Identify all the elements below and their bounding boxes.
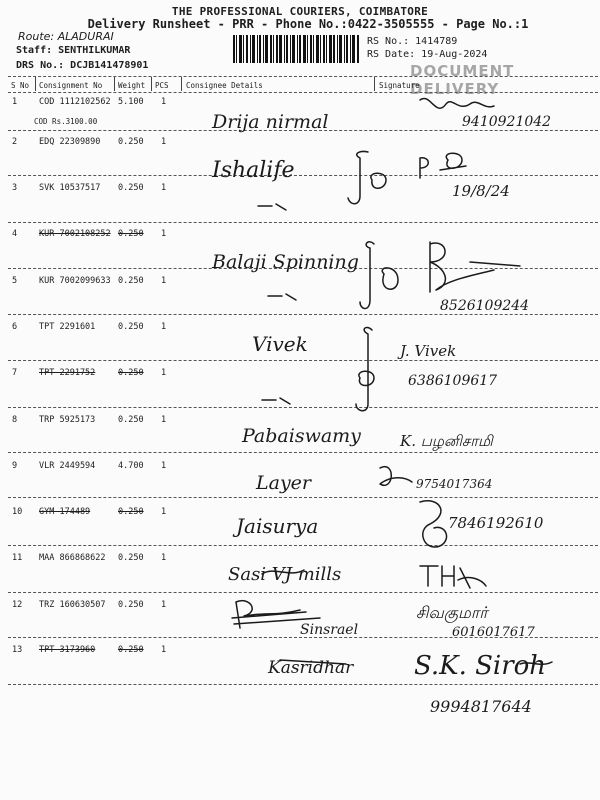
signature-scribble (360, 242, 374, 309)
row-pcs: 1 (161, 183, 167, 193)
row-weight: 0.250 (118, 183, 144, 193)
row-consignment: COD 1112102562 (39, 97, 111, 107)
row-sno: 12 (12, 600, 23, 610)
row-sno: 9 (12, 461, 18, 471)
signature-scribble (420, 98, 494, 108)
row-pcs: 1 (161, 553, 167, 563)
row-divider (8, 684, 598, 685)
row-sno: 11 (12, 553, 23, 563)
row-consignment: TPT 2291601 (39, 322, 96, 332)
row-pcs: 1 (161, 97, 167, 107)
row-pcs: 1 (161, 645, 167, 655)
row-sno: 7 (12, 368, 18, 378)
row-divider (8, 407, 598, 408)
row-sno: 8 (12, 415, 18, 425)
row-divider (8, 637, 598, 638)
signature-scribble (348, 151, 368, 203)
handwritten-consignee: Jaisurya (236, 514, 319, 538)
row-divider (8, 360, 598, 361)
row-pcs: 1 (161, 322, 167, 332)
signature-scribble (382, 268, 398, 289)
header-bottom-rule (8, 92, 598, 93)
drs-number: DRS No.: DCJB141478901 (16, 60, 149, 71)
handwritten-consignee: Kasridhar (268, 658, 354, 678)
handwritten-consignee: Layer (256, 472, 312, 494)
col-consignment: Consignment No (39, 81, 103, 90)
cod-amount: COD Rs.3100.00 (34, 117, 98, 126)
handwritten-phone: 9410921042 (462, 114, 552, 130)
row-divider (8, 497, 598, 498)
handwritten-phone: 8526109244 (440, 298, 530, 314)
strike-scribble (280, 660, 346, 664)
row-divider (8, 268, 598, 269)
row-consignment: SVK 10537517 (39, 183, 101, 193)
document-delivery-stamp: DOCUMENT DELIVERY (410, 62, 515, 98)
handwritten-signature: J. Vivek (400, 342, 457, 360)
signature-scribble (420, 566, 486, 588)
ditto-mark (268, 294, 296, 300)
signature-scribble (380, 467, 412, 486)
row-sno: 5 (12, 276, 18, 286)
rs-number: RS No.: 1414789 (367, 36, 458, 47)
col-divider (114, 77, 115, 91)
row-sno: 6 (12, 322, 18, 332)
handwritten-date: 19/8/24 (452, 182, 510, 200)
row-weight: 0.250 (118, 322, 144, 332)
row-pcs: 1 (161, 229, 167, 239)
col-divider (35, 77, 36, 91)
handwritten-consignee: Sinsrael (300, 622, 359, 638)
row-consignment: TPT 3173960 (39, 645, 96, 655)
col-divider (181, 77, 182, 91)
route-label: Route: ALADURAI (18, 30, 114, 43)
row-pcs: 1 (161, 276, 167, 286)
row-weight: 0.250 (118, 553, 144, 563)
header-top-rule (8, 76, 598, 77)
signature-scribble (520, 662, 552, 664)
col-sno: S No (11, 81, 30, 90)
row-pcs: 1 (161, 137, 167, 147)
row-consignment: GYM 174489 (39, 507, 91, 517)
row-consignment: MAA 866868622 (39, 553, 106, 563)
handwritten-phone: 9994817644 (430, 697, 532, 716)
rs-date: RS Date: 19-Aug-2024 (367, 49, 488, 60)
row-divider (8, 592, 598, 593)
row-weight: 0.250 (118, 368, 144, 378)
handwritten-consignee: Sasi VJ mills (228, 564, 342, 585)
row-sno: 4 (12, 229, 18, 239)
row-divider (8, 130, 598, 131)
signature-scribble (420, 501, 447, 547)
row-divider (8, 175, 598, 176)
row-sno: 1 (12, 97, 18, 107)
row-divider (8, 545, 598, 546)
row-consignment: TRP 5925173 (39, 415, 96, 425)
signature-scribble (356, 327, 372, 410)
signature-scribble (430, 242, 520, 292)
row-weight: 0.250 (118, 229, 144, 239)
handwritten-signature: S.K. Siroh (414, 651, 547, 681)
row-consignment: EDQ 22309890 (39, 137, 101, 147)
runsheet-title: Delivery Runsheet - PRR - Phone No.:0422-3505555 - Page No.:1 (87, 17, 529, 31)
row-consignment: TRZ 160630507 (39, 600, 106, 610)
ditto-mark (262, 398, 290, 404)
row-consignment: TPT 2291752 (39, 368, 96, 378)
handwritten-consignee: Drija nirmal (212, 111, 329, 133)
row-pcs: 1 (161, 461, 167, 471)
company-name: THE PROFESSIONAL COURIERS, COIMBATORE (171, 5, 429, 18)
handwritten-consignee: Ishalife (212, 158, 295, 183)
handwritten-signature: K. பழனிசாமி (400, 432, 493, 450)
signature-scribble (359, 371, 374, 385)
row-pcs: 1 (161, 368, 167, 378)
strike-scribble (262, 570, 304, 574)
ditto-mark (258, 204, 286, 210)
row-sno: 2 (12, 137, 18, 147)
row-weight: 0.250 (118, 645, 144, 655)
row-divider (8, 452, 598, 453)
handwritten-signature: சிவகுமார் (416, 603, 488, 622)
strike-scribble (232, 601, 320, 628)
row-weight: 0.250 (118, 415, 144, 425)
handwritten-consignee: Balaji Spinning (212, 251, 359, 273)
row-weight: 0.250 (118, 507, 144, 517)
handwritten-phone: 9754017364 (416, 477, 493, 491)
row-pcs: 1 (161, 415, 167, 425)
row-consignment: KUR 7002108252 (39, 229, 111, 239)
row-weight: 0.250 (118, 137, 144, 147)
row-weight: 4.700 (118, 461, 144, 471)
row-weight: 0.250 (118, 600, 144, 610)
handwritten-phone: 6386109617 (408, 373, 498, 389)
row-weight: 5.100 (118, 97, 144, 107)
handwritten-consignee: Pabaiswamy (242, 425, 361, 447)
handwritten-consignee: Vivek (252, 332, 308, 356)
col-divider (374, 77, 375, 91)
col-pcs: PCS (155, 81, 169, 90)
handwritten-phone: 7846192610 (448, 514, 544, 532)
col-consignee: Consignee Details (186, 81, 263, 90)
row-divider (8, 222, 598, 223)
row-consignment: KUR 7002099633 (39, 276, 111, 286)
row-weight: 0.250 (118, 276, 144, 286)
row-divider (8, 314, 598, 315)
row-pcs: 1 (161, 507, 167, 517)
row-sno: 10 (12, 507, 23, 517)
row-sno: 3 (12, 183, 18, 193)
row-pcs: 1 (161, 600, 167, 610)
col-signature: Signature (379, 81, 420, 90)
row-consignment: VLR 2449594 (39, 461, 96, 471)
signature-scribble (440, 153, 466, 170)
barcode-image (233, 35, 359, 63)
col-divider (151, 77, 152, 91)
handwritten-phone: 6016017617 (452, 625, 535, 640)
staff-label: Staff: SENTHILKUMAR (16, 45, 131, 56)
col-weight: Weight (118, 81, 146, 90)
row-sno: 13 (12, 645, 23, 655)
